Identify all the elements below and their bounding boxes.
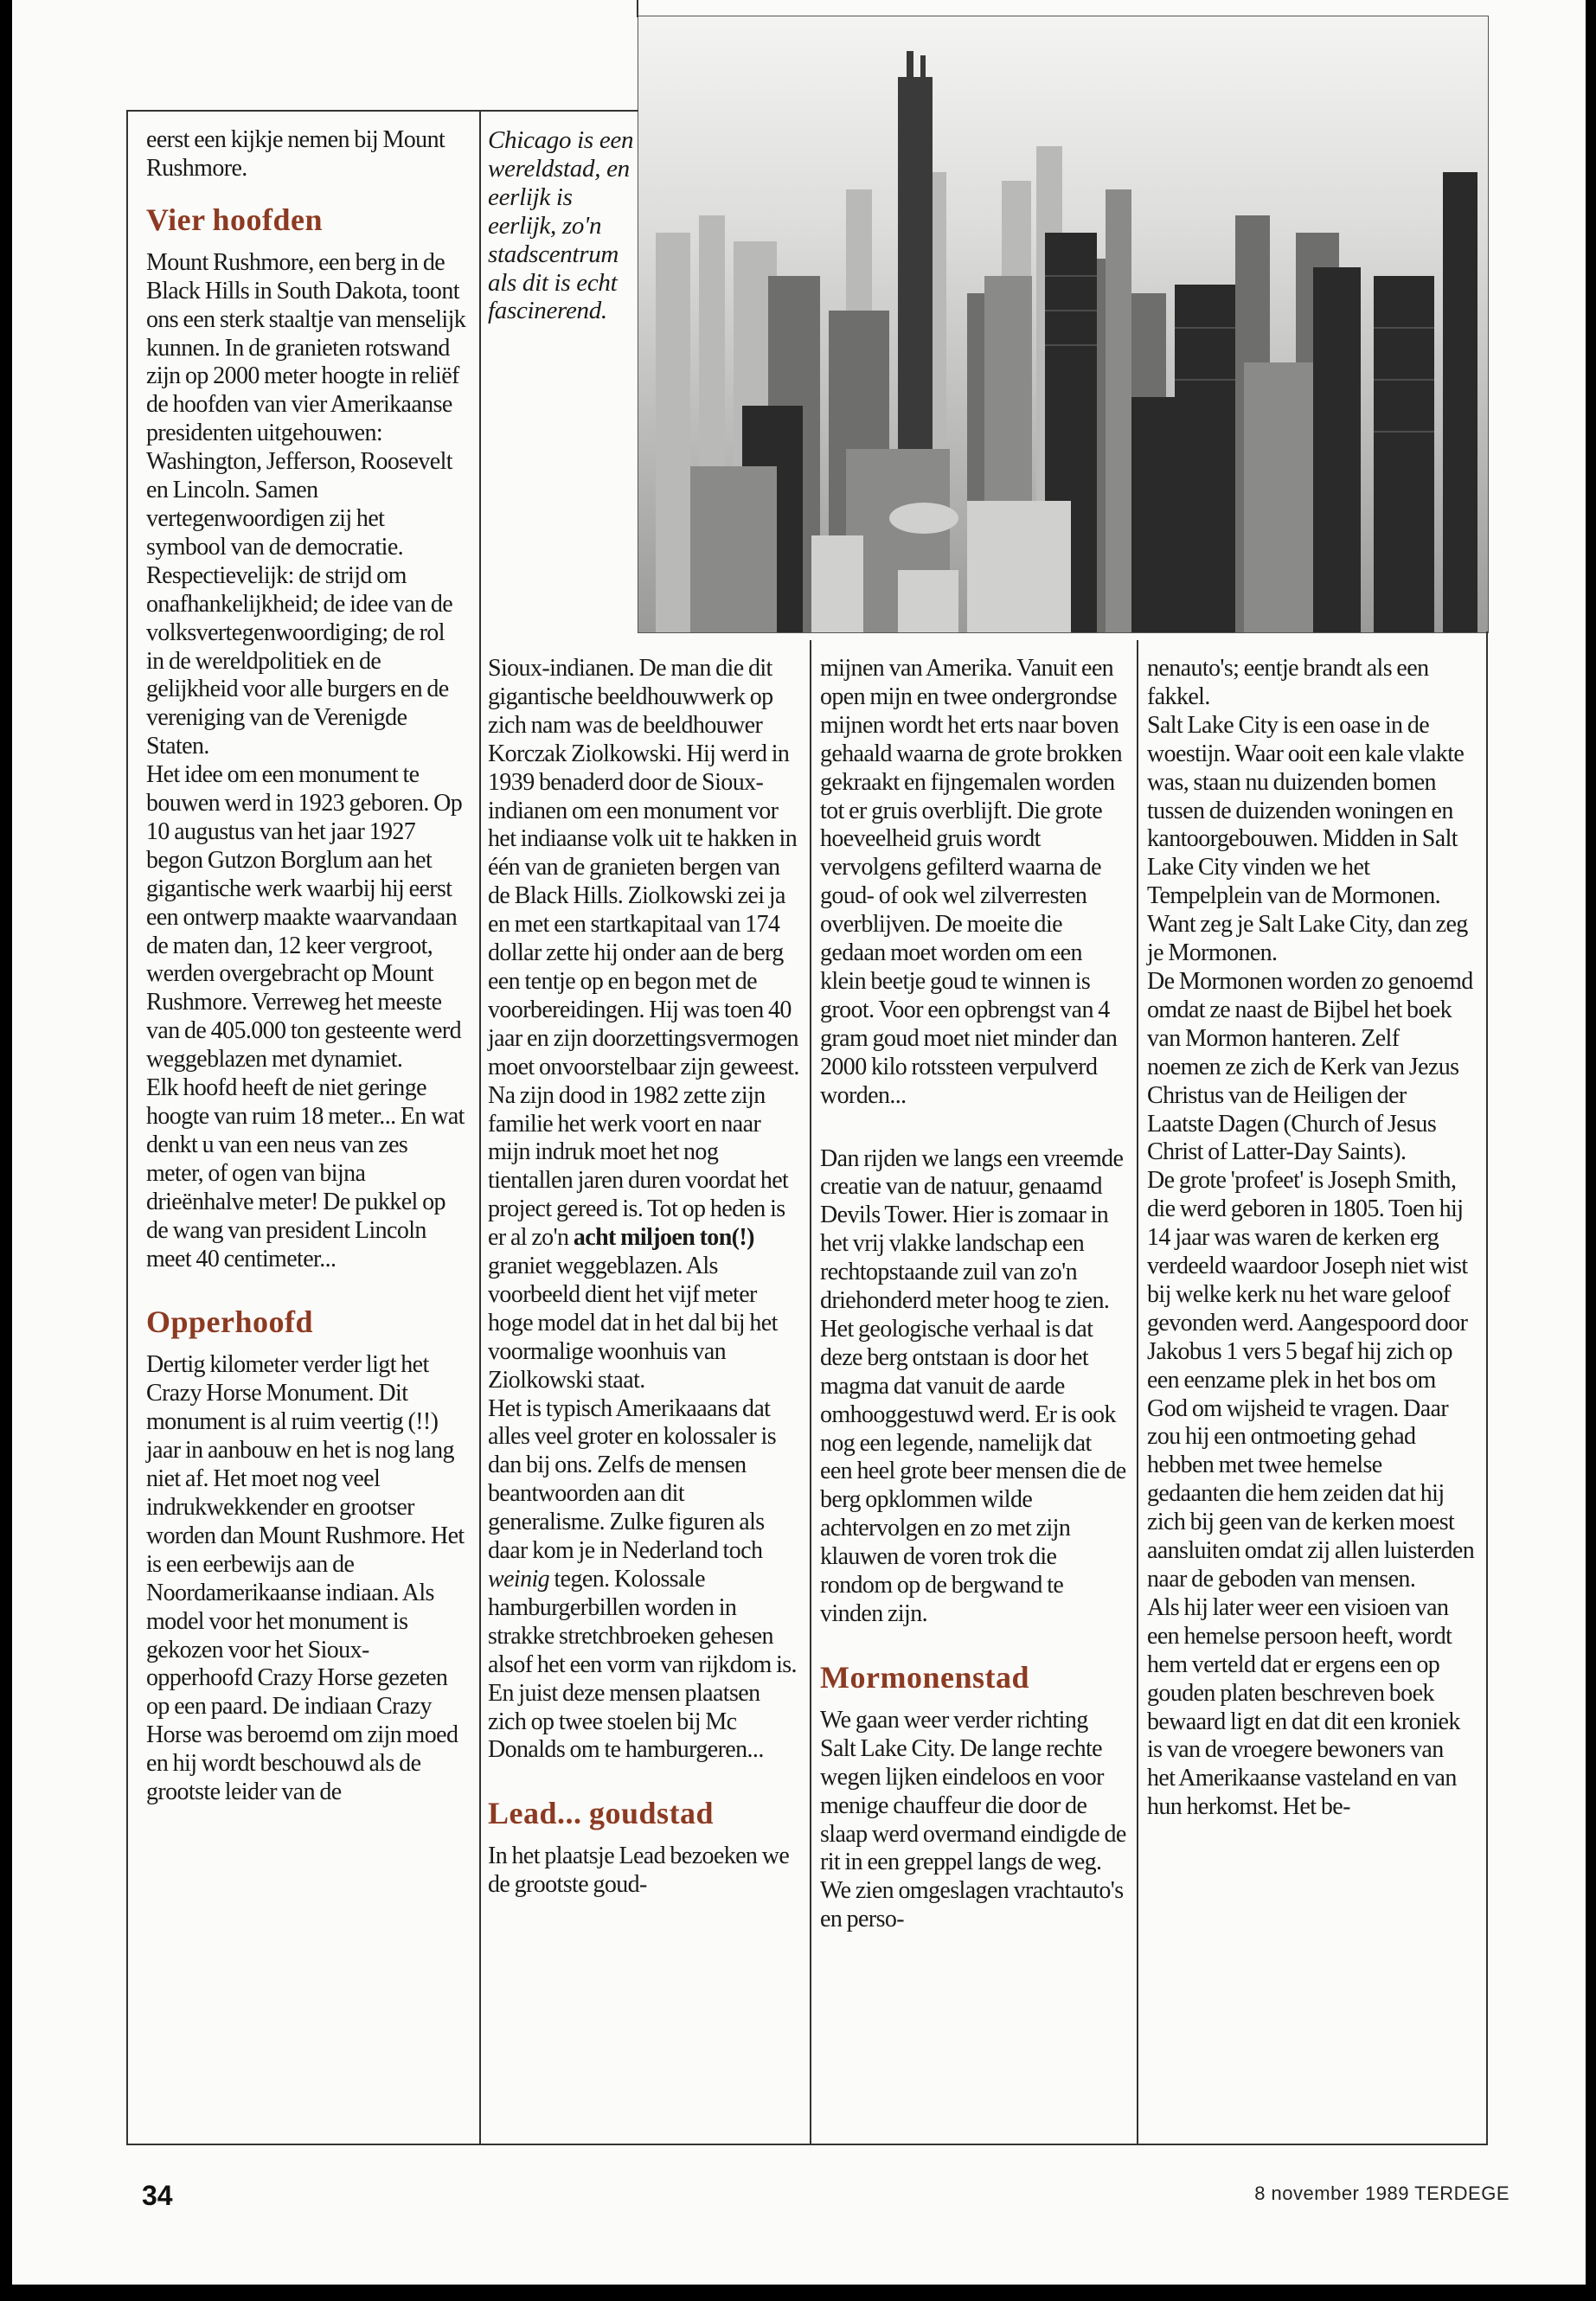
col3-paragraph-3: We gaan weer verder richting Salt Lake City. De lange rechte wegen lijken eindeloos en voor menige chauffeur die door de slaap werd overmand eindigde de rit in een greppel langs de weg. We zien omgeslagen vrachtauto's en perso- <box>820 1706 1126 1933</box>
col3-paragraph-2: Dan rijden we langs een vreemde creatie van de natuur, genaamd Devils Tower. Hier is zomaar in het vrij vlakke landschap een rechtopstaande zuil van zo'n driehonderd meter hoog te zien. Het geologische verhaal is dat deze berg ontstaan is door het magma dat vanuit de aarde omhooggestuwd werd. Er is ook nog een legende, namelijk dat een heel grote beer mensen die de berg opklommen wilde achtervolgen en zo met zijn klauwen de voren trok die rondom op de bergwand te vinden zijn. <box>820 1144 1126 1627</box>
col4-paragraph-3: De Mormonen worden zo genoemd omdat ze naast de Bijbel het boek van Mormon hanteren. Zelf noemen ze zich de Kerk van Jezus Christus van de Heiligen der Laatste Dagen (Church of Jesus Christ of Latter-Day Saints). <box>1147 967 1473 1166</box>
pull-quote: Chicago is een wereldstad, en eerlijk is eerlijk, zo'n stadscentrum als dit is echt fascinerend. <box>488 126 634 325</box>
column-2 <box>488 655 799 1900</box>
col4-paragraph-2: Salt Lake City is een oase in de woestijn. Waar ooit een kale vlakte was, staan nu duizenden bomen tussen de duizenden woningen en kantoorgebouwen. Midden in Salt Lake City vinden we het Tempelplein van de Mormonen. Want zeg je Salt Lake City, dan zeg je Mormonen. <box>1147 711 1468 967</box>
column-divider-2 <box>810 640 811 2144</box>
heading-mormonenstad: Mormonenstad <box>820 1659 1029 1695</box>
col1-paragraph-4: Elk hoofd heeft de niet geringe hoogte van ruim 18 meter... En wat denkt u van een neus van zes meter, of ogen van bijna drieënhalve meter! De pukkel op de wang van president Lincoln meet 40 centimeter... <box>146 1074 465 1272</box>
column-3 <box>820 655 1128 1934</box>
col2-italic-text: weinig <box>488 1566 550 1593</box>
col1-paragraph-3: Het idee om een monument te bouwen werd in 1923 geboren. Op 10 augustus van het jaar 1927 begon Gutzon Borglum aan het gigantische werk waarbij hij eerst een ontwerp maakte waarvandaan de maten dan, 12 keer vergroot, werden overgebracht op Mount Rushmore. Verreweg het meeste van de 405.000 ton gesteente werd weggeblazen met dynamiet. <box>146 761 463 1074</box>
col2-paragraph-1 <box>488 655 799 1395</box>
page-number: 34 <box>142 2180 173 2211</box>
frame-photo-top-rule <box>637 0 638 17</box>
col2-bold-text: acht miljoen ton(!) <box>573 1224 754 1252</box>
col4-paragraph-5: Als hij later weer een visioen van een hemelse persoon heeft, wordt hem verteld dat er ergens een op gouden platen beschreven boek bewaard ligt en dat dit een kroniek is van de vroegere bewoners van het Amerikaanse vasteland en van hun herkomst. Het be- <box>1147 1593 1460 1821</box>
scan-border-right <box>1586 0 1596 2301</box>
frame-bottom-rule <box>126 2144 1488 2145</box>
col2-p2-text-a: Het is typisch Amerikaaans dat alles veel groter en kolossaler is dan bij ons. Zelfs de mensen beantwoorden aan dit generalisme. Zulke figuren als daar kom je in Nederland toch <box>488 1394 777 1565</box>
col3-paragraph-1: mijnen van Amerika. Vanuit een open mijn en twee ondergrondse mijnen wordt het erts naar boven gehaald waarna de grote brokken gekraakt en fijngemalen worden tot er gruis overblijft. Die grote hoeveelheid gruis wordt vervolgens gefilterd waarna de goud- of ook wel zilverresten overblijven. De moeite die gedaan moet worden om een klein beetje goud te winnen is groot. Voor een opbrengst van 4 gram goud moet niet minder dan 2000 kilo rotssteen verpulverd worden... <box>820 655 1123 1109</box>
heading-opperhoofd: Opperhoofd <box>146 1304 314 1340</box>
col4-paragraph-4: De grote 'profeet' is Joseph Smith, die werd geboren in 1805. Toen hij 14 jaar was waren de kerken erg verdeeld waardoor Joseph niet wist bij welke kerk nu het ware geloof gevonden werd. Aangespoord door Jakobus 1 vers 5 begaf hij zich op een eenzame plek in het bos om God om wijsheid te vragen. Daar zou hij een ontmoeting gehad hebben met twee hemelse gedaanten die hem zeiden dat hij zich bij geen van de kerken moest aansluiten omdat zij allen luisterden naar de geboden van mensen. <box>1147 1167 1475 1593</box>
col2-paragraph-2 <box>488 1395 799 1766</box>
column-divider-3 <box>1137 640 1138 2144</box>
frame-top-rule <box>126 110 638 112</box>
column-4 <box>1147 655 1476 1822</box>
magazine-page <box>12 0 1596 2285</box>
col2-p2-text-c: tegen. Kolossale hamburgerbillen worden in strakke stretchbroeken gehesen alsof het een vorm van rijkdom is. En juist deze mensen plaatsen zich op twee stoelen bij Mc Donalds om te hamburgeren... <box>488 1566 797 1764</box>
heading-lead-goudstad: Lead... goudstad <box>488 1796 715 1831</box>
col4-paragraph-1: nenauto's; eentje brandt als een fakkel. <box>1147 655 1429 710</box>
col2-text-a: Sioux-indianen. De man die dit gigantische beeldhouwwerk op zich nam was de beeldhouwer Korczak Ziolkowski. Hij werd in 1939 benaderd door de Sioux-indianen om een monument vor het indiaanse volk uit te hakken in één van de granieten bergen van de Black Hills. Ziolkowski zei ja en met een startkapitaal van 174 dollar zette hij onder aan de berg een tentje op en begon met de voorbereidingen. Hij was toen 40 jaar en zijn doorzettingsvermogen moet onvoorstelbaar zijn geweest. Na zijn dood in 1982 zette zijn familie het werk voort en naar mijn indruk moet het nog tientallen jaren duren voordat het project gereed is. Tot op heden is er al zo'n <box>488 655 799 1252</box>
col1-paragraph-2: Mount Rushmore, een berg in de Black Hills in South Dakota, toont ons een sterk staaltje van menselijk kunnen. In de granieten rotswand zijn op 2000 meter hoogte in reliëf de hoofden van vier Amerikaanse presidenten uitgehouwen: Washington, Jefferson, Roosevelt en Lincoln. Samen vertegenwoordigen zij het symbool van de democratie. Respectievelijk: de strijd om onafhankelijkheid; de idee van de volksvertegenwoordiging; de rol in de wereldpolitiek en de gelijkheid voor alle burgers en de vereniging van de Verenigde Staten. <box>146 248 466 760</box>
col2-text-c: graniet weggeblazen. Als voorbeeld dient het vijf meter hoge model dat in het dal bij het voormalige woonhuis van Ziolkowski staat. <box>488 1253 778 1394</box>
col1-paragraph-1: eerst een kijkje nemen bij Mount Rushmore. <box>146 126 445 182</box>
col2-paragraph-3: In het plaatsje Lead bezoeken we de grootste goud- <box>488 1843 790 1899</box>
frame-left-rule <box>126 111 128 2144</box>
col1-paragraph-5: Dertig kilometer verder ligt het Crazy Horse Monument. Dit monument is al ruim veertig (!!) jaar in aanbouw en het is nog lang niet af. Het moet nog veel indrukwekkender en grootser worden dan Mount Rushmore. Het is een eerbewijs aan de Noordamerikaanse indiaan. Als model voor het monument is gekozen voor het Sioux-opperhoofd Crazy Horse gezeten op een paard. De indiaan Crazy Horse was beroemd om zijn moed en hij wordt beschouwd als de grootste leider van de <box>146 1351 465 1806</box>
column-divider-1 <box>479 111 481 2144</box>
chicago-skyline-photo <box>638 16 1489 633</box>
frame-right-rule <box>1486 631 1488 2144</box>
issue-date: 8 november 1989 TERDEGE <box>1254 2182 1509 2204</box>
scan-border-bottom <box>0 2285 1596 2301</box>
heading-vier-hoofden: Vier hoofden <box>146 202 324 237</box>
column-1 <box>146 126 466 1807</box>
